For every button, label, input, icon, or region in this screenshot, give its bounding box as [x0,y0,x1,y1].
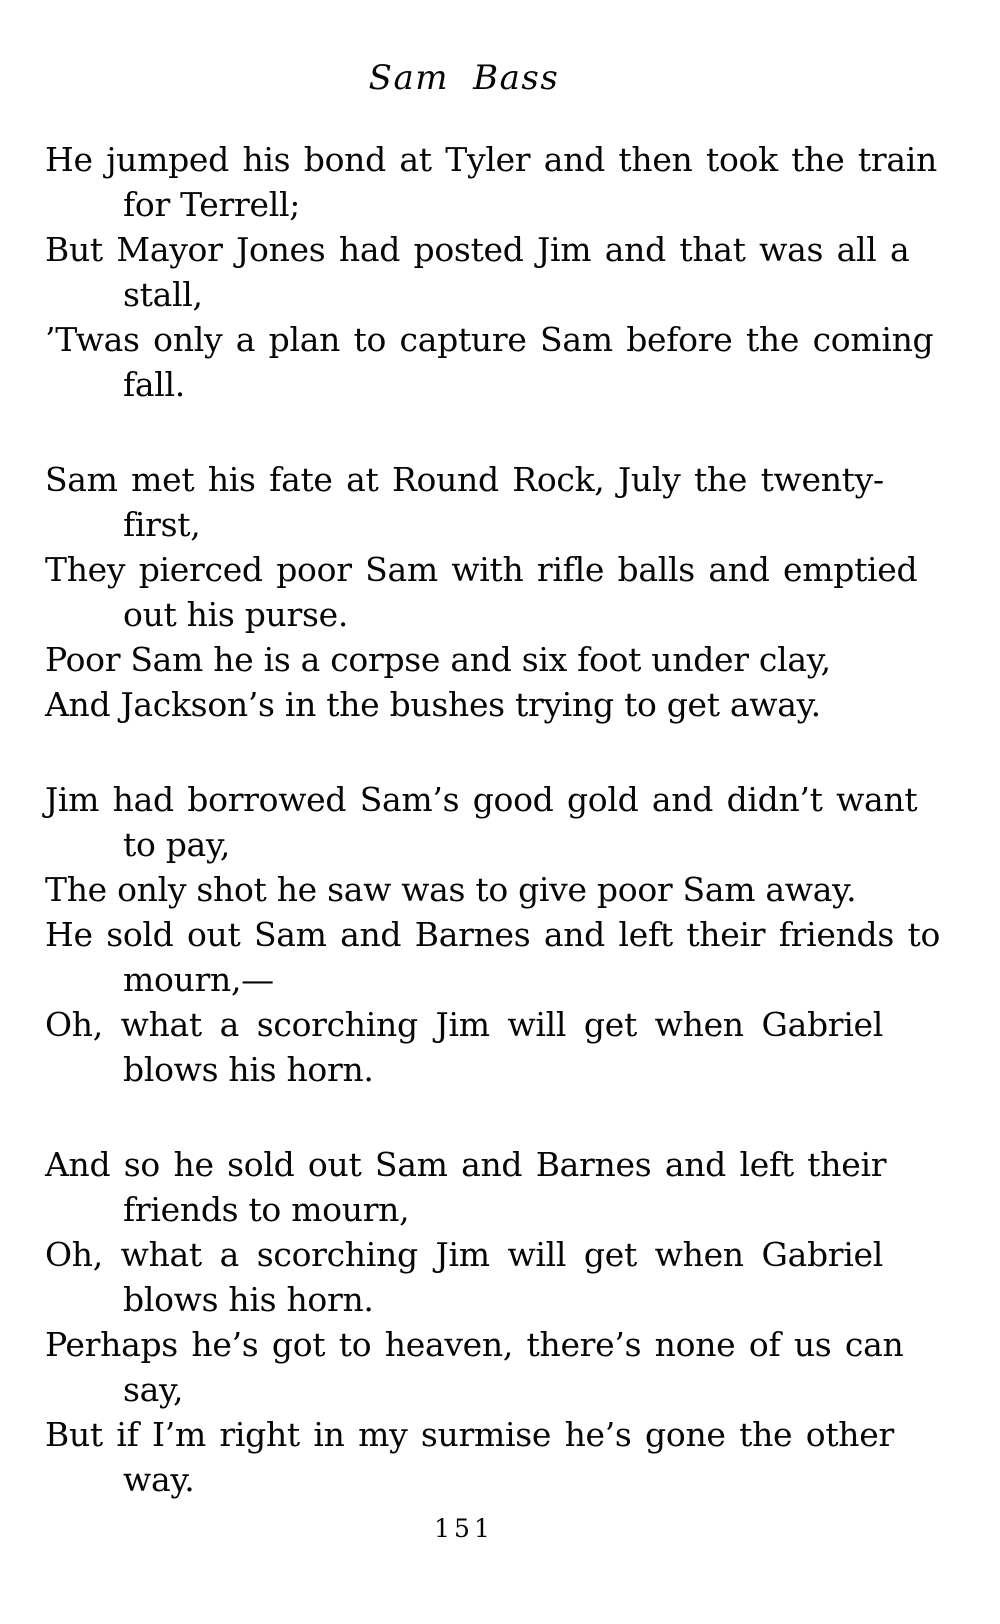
poem-line: friends to mourn, [123,1190,410,1229]
poem-line: blows his horn. [123,1280,374,1319]
poem-line: stall, [123,275,203,314]
page-number: 151 [434,1514,494,1543]
poem-line: mourn,— [123,960,274,999]
poem-line: And Jackson’s in the bushes trying to get away. [45,685,821,724]
poem-line: Oh, what a scorching Jim will get when Gabriel [45,1005,883,1044]
poem-line: Oh, what a scorching Jim will get when Gabriel [45,1235,883,1274]
poem-line: Jim had borrowed Sam’s good gold and didn’t want [45,780,918,819]
stanza-2 [45,457,918,727]
poem-line: Poor Sam he is a corpse and six foot under clay, [45,640,831,679]
poem-line: out his purse. [123,595,349,634]
poem-line: The only shot he saw was to give poor Sam away. [45,870,857,909]
poem-line: They pierced poor Sam with rifle balls and emptied [45,550,918,589]
page-title: Sam Bass [368,58,560,98]
stanza-3 [45,777,941,1092]
stanza-1 [45,137,937,407]
poem-line: He jumped his bond at Tyler and then took the train [45,140,937,179]
poem-line: But if I’m right in my surmise he’s gone the other [45,1415,894,1454]
poem-line: way. [123,1460,195,1499]
poem-line: blows his horn. [123,1050,374,1089]
poem-line: first, [123,505,201,544]
poem-line: say, [123,1370,184,1409]
poem-line: Perhaps he’s got to heaven, there’s none of us can [45,1325,904,1364]
poem-line: But Mayor Jones had posted Jim and that was all a [45,230,910,269]
poem-line: fall. [123,365,185,404]
poem-line: ’Twas only a plan to capture Sam before the coming [45,320,934,359]
poem-line: And so he sold out Sam and Barnes and left their [45,1145,887,1184]
poem-line: to pay, [123,825,231,864]
poem-line: Sam met his fate at Round Rock, July the twenty- [45,460,884,499]
stanza-4 [45,1142,904,1502]
poem-line: He sold out Sam and Barnes and left their friends to [45,915,941,954]
poem-body [45,137,941,1502]
poem-line: for Terrell; [123,185,301,224]
